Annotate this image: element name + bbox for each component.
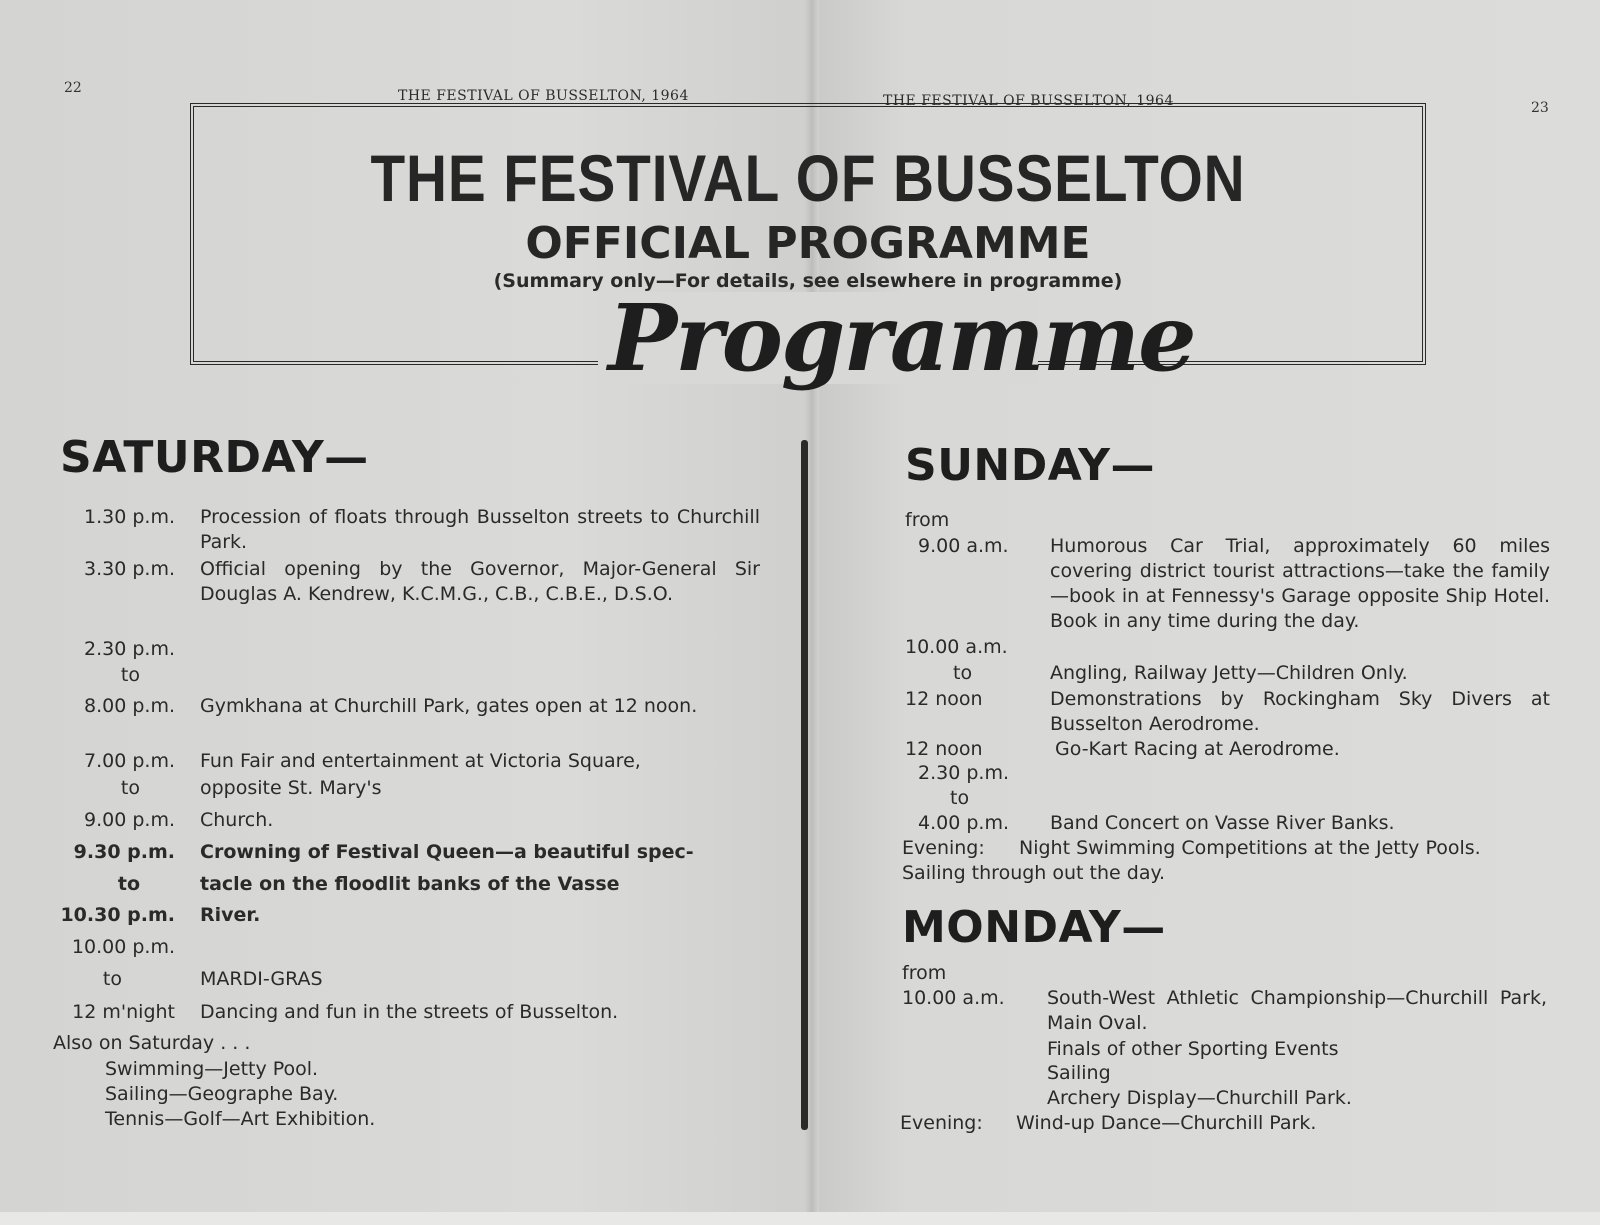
- sunday-sailing: Sailing through out the day.: [902, 862, 1166, 884]
- schedule-time: 2.30 p.m.: [84, 638, 175, 660]
- schedule-time: to: [120, 664, 140, 686]
- schedule-time: 9.30 p.m.: [73, 841, 175, 863]
- programme-script-heading: Programme: [598, 292, 1038, 384]
- running-head-left: THE FESTIVAL OF BUSSELTON, 1964: [398, 88, 689, 104]
- page-number-left: 22: [64, 80, 82, 96]
- also-item: Tennis—Golf—Art Exhibition.: [105, 1108, 376, 1130]
- schedule-time: 10.00 a.m.: [902, 987, 1005, 1009]
- schedule-description: Crowning of Festival Queen—a beautiful spec-: [200, 841, 694, 863]
- schedule-time: 12 noon: [905, 688, 983, 710]
- schedule-description: MARDI-GRAS: [200, 968, 323, 990]
- page-number-right: 23: [1531, 100, 1549, 116]
- schedule-time: 9.00 a.m.: [918, 535, 1009, 557]
- schedule-time: 10.00 p.m.: [71, 936, 175, 958]
- schedule-description: Gymkhana at Churchill Park, gates open at 12 noon.: [200, 695, 698, 717]
- schedule-description: Finals of other Sporting Events: [1047, 1038, 1339, 1060]
- schedule-description: Procession of floats through Busselton streets to Churchill Park.: [200, 506, 760, 553]
- schedule-time: 12 noon: [905, 738, 983, 760]
- schedule-description: River.: [200, 904, 261, 926]
- schedule-description: Sailing: [1047, 1062, 1111, 1084]
- schedule-time: to: [117, 873, 140, 895]
- summary-note: (Summary only—For details, see elsewhere in programme): [493, 270, 1123, 292]
- sunday-evening: Night Swimming Competitions at the Jetty Pools.: [1019, 837, 1481, 859]
- schedule-time: to: [953, 662, 973, 684]
- page-bottom-edge: [0, 1212, 1600, 1225]
- monday-heading: MONDAY—: [902, 902, 1166, 953]
- schedule-time: 7.00 p.m.: [84, 750, 175, 772]
- column-divider: [801, 440, 808, 1130]
- schedule-time: 8.00 p.m.: [84, 695, 175, 717]
- schedule-description: Go-Kart Racing at Aerodrome.: [1055, 738, 1340, 760]
- official-programme-subtitle: OFFICIAL PROGRAMME: [525, 218, 1091, 269]
- sunday-heading: SUNDAY—: [905, 440, 1155, 491]
- schedule-description: Official opening by the Governor, Major-General Sir Douglas A. Kendrew, K.C.M.G., C.B., C.B.E., D.S.O.: [200, 558, 760, 605]
- schedule-time: 1.30 p.m.: [84, 506, 175, 528]
- schedule-description: Demonstrations by Rockingham Sky Divers at Busselton Aerodrome.: [1050, 688, 1550, 735]
- monday-evening-label: Evening:: [900, 1112, 983, 1134]
- schedule-description: Band Concert on Vasse River Banks.: [1050, 812, 1395, 834]
- saturday-heading: SATURDAY—: [60, 432, 369, 483]
- also-on-saturday: Also on Saturday . . .: [53, 1032, 251, 1054]
- schedule-time: 4.00 p.m.: [918, 812, 1009, 834]
- schedule-time: 3.30 p.m.: [84, 558, 175, 580]
- sunday-evening-label: Evening:: [902, 837, 985, 859]
- monday-from: from: [902, 962, 947, 984]
- schedule-description: Dancing and fun in the streets of Busselton.: [200, 1001, 619, 1023]
- schedule-description: South-West Athletic Championship—Churchill Park, Main Oval.: [1047, 987, 1547, 1034]
- schedule-description: Church.: [200, 809, 274, 831]
- schedule-description: Angling, Railway Jetty—Children Only.: [1050, 662, 1408, 684]
- schedule-time: to: [102, 968, 122, 990]
- schedule-description: Fun Fair and entertainment at Victoria Square,: [200, 750, 641, 772]
- schedule-time: 10.00 a.m.: [905, 636, 1008, 658]
- schedule-description: Humorous Car Trial, approximately 60 miles covering district tourist attractions—take the family—book in at Fennessy's Garage opposite Ship Hotel. Book in any time during the day.: [1050, 535, 1550, 632]
- schedule-time: 9.00 p.m.: [84, 809, 175, 831]
- monday-evening: Wind-up Dance—Churchill Park.: [1016, 1112, 1317, 1134]
- schedule-time: 12 m'night: [72, 1001, 175, 1023]
- schedule-time: to: [950, 787, 970, 809]
- schedule-time: 2.30 p.m.: [918, 762, 1009, 784]
- schedule-description: Archery Display—Churchill Park.: [1047, 1087, 1352, 1109]
- schedule-description: opposite St. Mary's: [200, 777, 382, 799]
- schedule-description: tacle on the floodlit banks of the Vasse: [200, 873, 620, 895]
- schedule-time: to: [120, 777, 140, 799]
- schedule-time: 10.30 p.m.: [60, 904, 175, 926]
- sunday-from: from: [905, 509, 950, 531]
- running-head-right: THE FESTIVAL OF BUSSELTON, 1964: [883, 93, 1174, 109]
- also-item: Swimming—Jetty Pool.: [105, 1058, 319, 1080]
- also-item: Sailing—Geographe Bay.: [105, 1083, 339, 1105]
- festival-title: THE FESTIVAL OF BUSSELTON: [370, 141, 1246, 215]
